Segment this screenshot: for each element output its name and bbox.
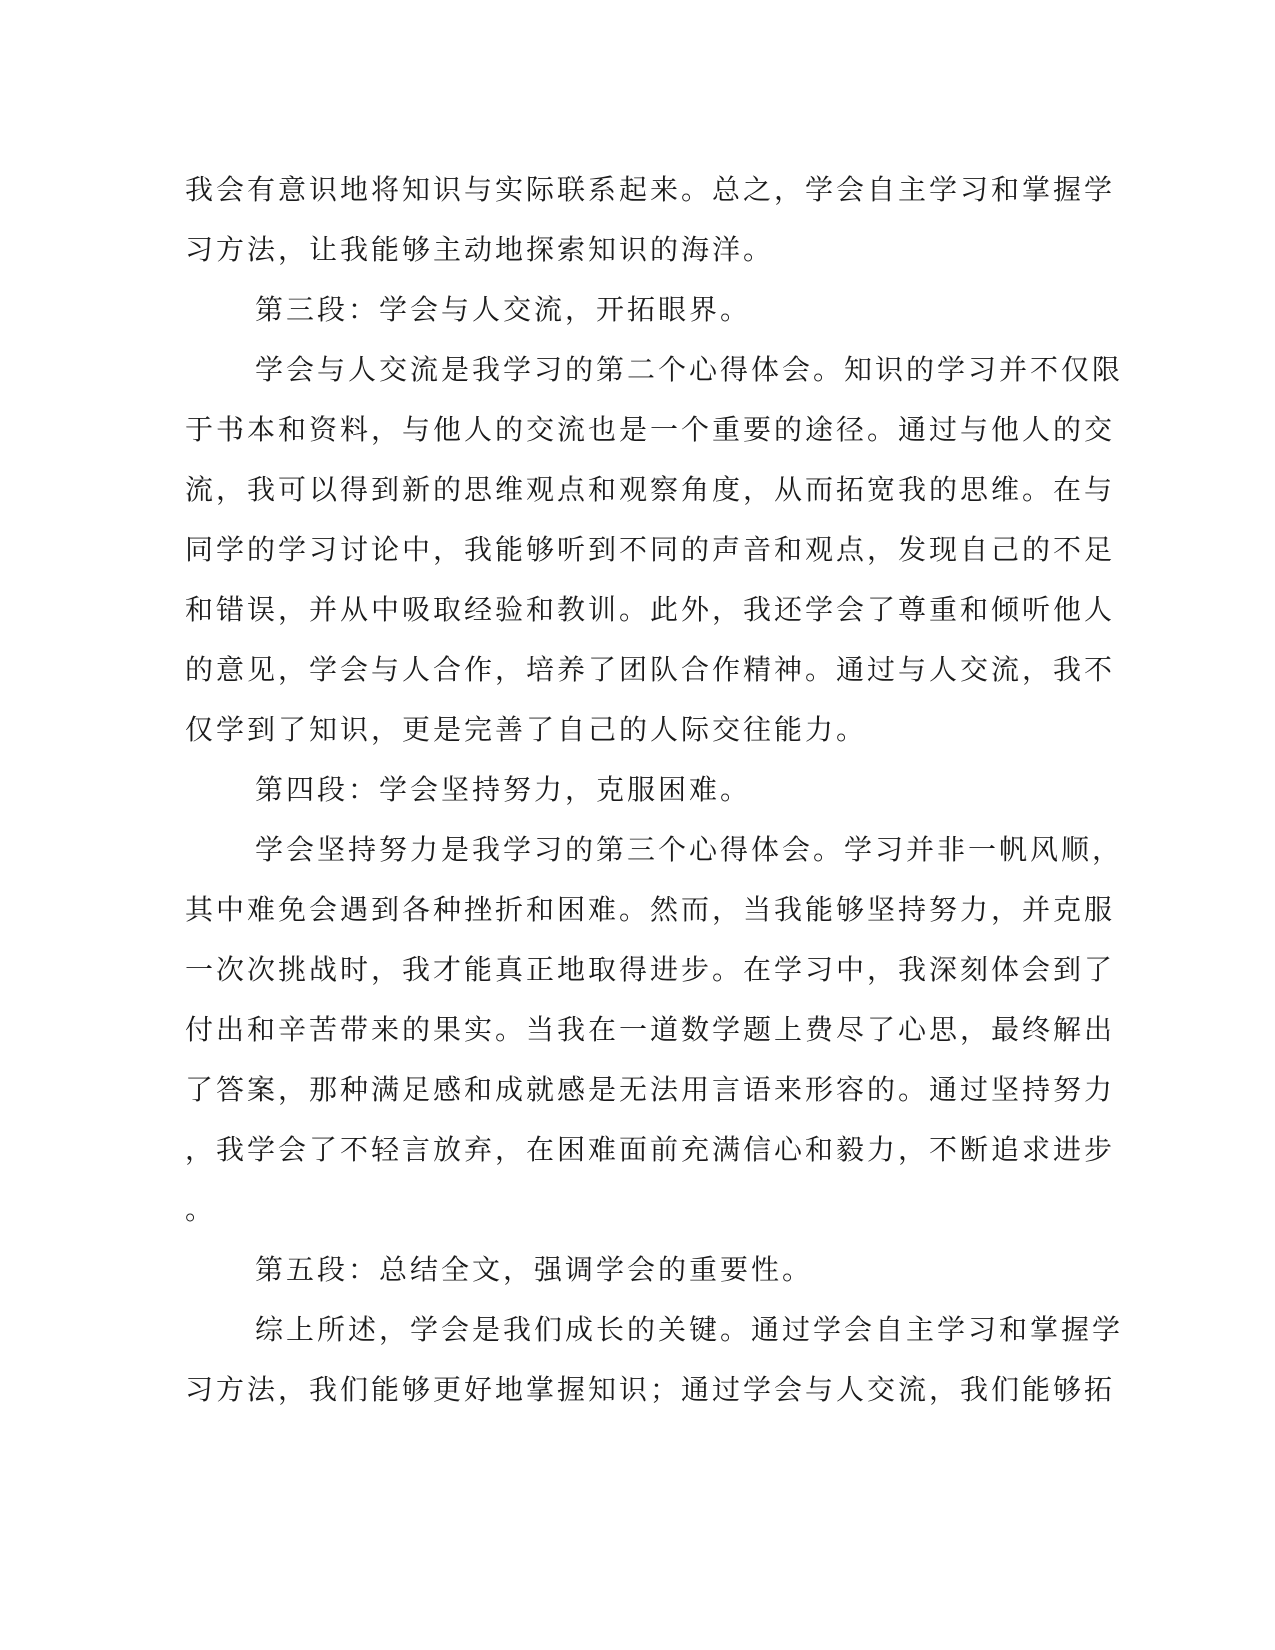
- text-line: 于书本和资料，与他人的交流也是一个重要的途径。通过与他人的交: [185, 413, 1116, 446]
- text-line: 我会有意识地将知识与实际联系起来。总之，学会自主学习和掌握学: [185, 173, 1116, 206]
- text-line: 同学的学习讨论中，我能够听到不同的声音和观点，发现自己的不足: [185, 533, 1116, 566]
- text-line: 仅学到了知识，更是完善了自己的人际交往能力。: [185, 713, 868, 746]
- text-line: 习方法，我们能够更好地掌握知识；通过学会与人交流，我们能够拓: [185, 1373, 1116, 1406]
- text-line: 其中难免会遇到各种挫折和困难。然而，当我能够坚持努力，并克服: [185, 893, 1116, 926]
- text-line: 。: [185, 1193, 217, 1226]
- text-line: 了答案，那种满足感和成就感是无法用言语来形容的。通过坚持努力: [185, 1073, 1116, 1106]
- text-line: 的意见，学会与人合作，培养了团队合作精神。通过与人交流，我不: [185, 653, 1116, 686]
- text-line: 学会坚持努力是我学习的第三个心得体会。学习并非一帆风顺，: [255, 833, 1124, 866]
- section-heading-5: 第五段：总结全文，强调学会的重要性。: [255, 1253, 814, 1286]
- text-line: 习方法，让我能够主动地探索知识的海洋。: [185, 233, 775, 266]
- text-line: 学会与人交流是我学习的第二个心得体会。知识的学习并不仅限: [255, 353, 1124, 386]
- text-line: 一次次挑战时，我才能真正地取得进步。在学习中，我深刻体会到了: [185, 953, 1116, 986]
- text-line: 流，我可以得到新的思维观点和观察角度，从而拓宽我的思维。在与: [185, 473, 1116, 506]
- document-body: [185, 160, 1124, 1420]
- section-heading-3: 第三段：学会与人交流，开拓眼界。: [255, 293, 752, 326]
- text-line: 付出和辛苦带来的果实。当我在一道数学题上费尽了心思，最终解出: [185, 1013, 1116, 1046]
- text-line: 综上所述，学会是我们成长的关键。通过学会自主学习和掌握学: [255, 1313, 1124, 1346]
- text-line: ，我学会了不轻言放弃，在困难面前充满信心和毅力，不断追求进步: [185, 1133, 1116, 1166]
- text-line: 和错误，并从中吸取经验和教训。此外，我还学会了尊重和倾听他人: [185, 593, 1116, 626]
- section-heading-4: 第四段：学会坚持努力，克服困难。: [255, 773, 752, 806]
